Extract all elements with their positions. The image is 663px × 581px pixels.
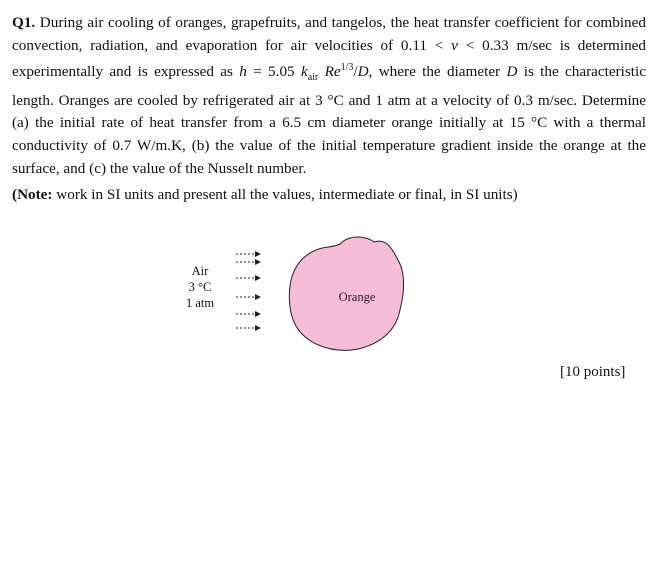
var-k: k — [300, 63, 308, 81]
var-v: v — [451, 36, 458, 54]
question-text: During air cooling of oranges, grapefruits, and tangelos, the heat transfer coefficient for combined convection, radiation, and evaporation for air velocities of 0.11 < — [12, 14, 646, 54]
orange-cooling-figure — [170, 230, 410, 380]
note-paren: ( — [12, 186, 18, 203]
air-temperature-label: 3 °C — [188, 280, 212, 294]
subscript-air: air — [307, 72, 319, 84]
airflow-arrows — [236, 254, 260, 328]
var-h: h — [239, 63, 247, 81]
question-text: / — [353, 63, 358, 81]
question-paragraph — [12, 12, 646, 180]
var-d: D — [357, 63, 369, 81]
note-label: Note: — [17, 186, 53, 203]
var-d: D — [506, 63, 518, 81]
note-text: work in SI units and present all the values, intermediate or final, in SI units) — [52, 186, 518, 203]
var-re: Re — [324, 63, 341, 81]
question-text: , where the diameter — [368, 63, 507, 81]
exponent: 1/3 — [340, 62, 354, 74]
air-conditions-label — [170, 263, 230, 311]
question-text: = 5.05 — [246, 63, 301, 81]
orange-label: Orange — [338, 290, 376, 304]
question-text: < 0.33 m/sec is determined experimentally and is expressed as — [12, 36, 647, 81]
points-label: [10 points] — [560, 364, 626, 380]
air-pressure-label: 1 atm — [185, 296, 215, 310]
question-text: is the characteristic length. Oranges are cooled by refrigerated air at 3 °C and 1 atm at a velocity of 0.3 m/sec. Determine (a) the initial rate of heat transfer from a 6.5 cm diameter orange initially at 15 °C with a thermal conductivity of 0.7 W/m.K, (b) the value of the initial temperature gradient inside the orange at the surface, and (c) the value of the Nusselt number. — [12, 63, 646, 177]
question-number: Q1. — [12, 14, 36, 31]
note — [12, 186, 652, 204]
air-label: Air — [191, 264, 209, 278]
